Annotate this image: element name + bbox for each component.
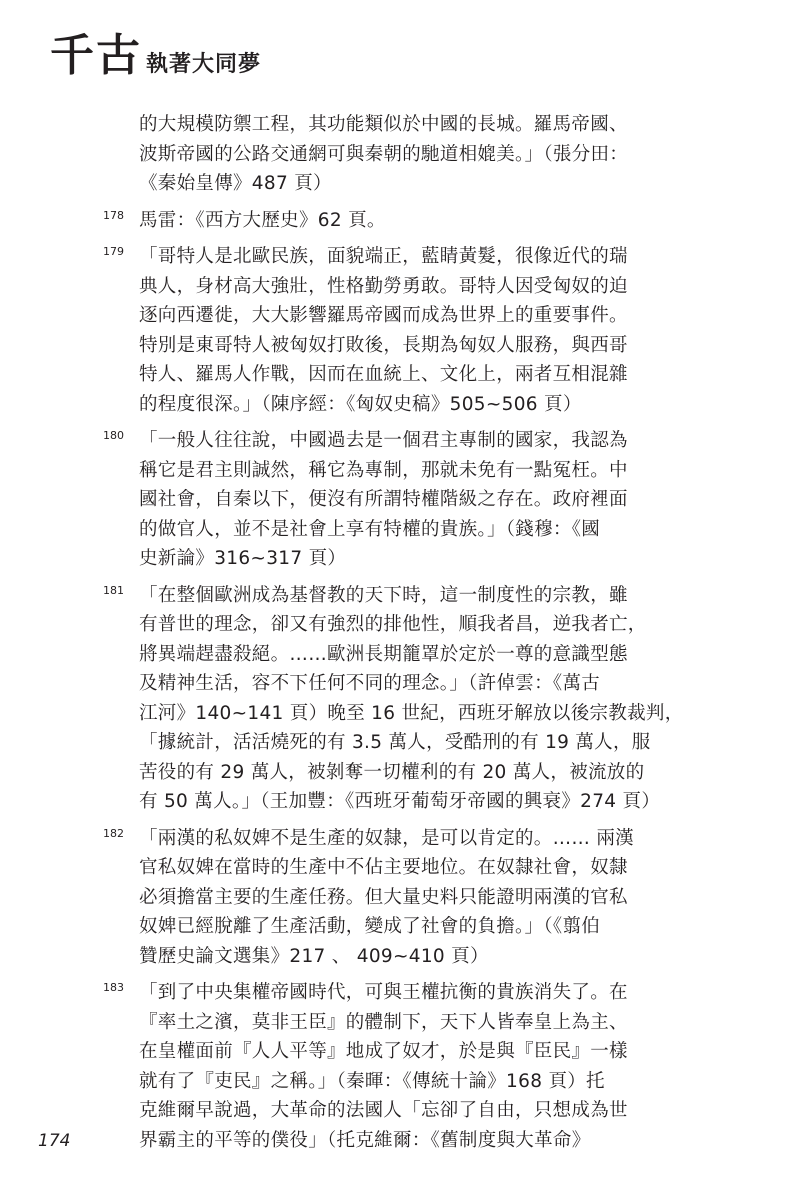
footnote-number: 181 — [103, 583, 124, 597]
text-line: 「據統計，活活燒死的有 3.5 萬人，受酷刑的有 19 萬人，服 — [139, 732, 651, 753]
text-line: 典人，身材高大強壯，性格勤勞勇敢。哥特人因受匈奴的迫 — [139, 275, 628, 297]
text-line: 逐向西遷徙，大大影響羅馬帝國而成為世界上的重要事件。 — [139, 305, 628, 326]
text-line: 波斯帝國的公路交通網可與秦朝的馳道相媲美。」（張分田： — [139, 143, 629, 165]
text-line: 將異端趕盡殺絕。……歐洲長期籠罩於定於一尊的意識型態 — [139, 643, 628, 665]
footnote-text — [139, 824, 679, 972]
footnote-178 — [0, 206, 800, 236]
footnote-number: 179 — [103, 245, 124, 258]
header-title-sub: 執著大同夢 — [146, 51, 262, 77]
text-line: 「一般人往往說，中國過去是一個君主專制的國家，我認為 — [139, 430, 628, 451]
text-line: 江河》140~141 頁）晚至 16 世紀，西班牙解放以後宗教裁判， — [139, 702, 684, 724]
text-line: 稱它是君主則誠然，稱它為專制，那就未免有一點冤枉。中 — [139, 459, 628, 481]
text-line: 的大規模防禦工程，其功能類似於中國的長城。羅馬帝國、 — [139, 114, 628, 135]
footnote-180 — [0, 426, 800, 574]
footnote-text — [139, 978, 679, 1155]
footnote-text — [139, 206, 679, 236]
text-line: 就有了『吏民』之稱。」（秦暉：《傳統十論》168 頁）托 — [139, 1070, 605, 1092]
text-line: 界霸主的平等的僕役」（托克維爾：《舊制度與大革命》 — [139, 1129, 591, 1151]
footnote-number: 178 — [103, 208, 124, 222]
text-line: 特人、羅馬人作戰，因而在血統上、文化上，兩者互相混雜 — [139, 364, 628, 385]
footnote-number: 182 — [103, 826, 124, 840]
text-line: 奴婢已經脫離了生產活動，變成了社會的負擔。」（《翦伯 — [139, 916, 601, 937]
text-line: 的程度很深。」（陳序經：《匈奴史稿》505~506 頁） — [139, 393, 582, 415]
footnote-183 — [0, 978, 800, 1155]
text-line: 史新論》316~317 頁） — [139, 548, 347, 569]
text-line: 官私奴婢在當時的生產中不佔主要地位。在奴隸社會，奴隸 — [139, 857, 628, 878]
text-line: 「哥特人是北歐民族，面貌端正，藍睛黃髮，很像近代的瑞 — [139, 246, 628, 267]
text-line: 及精神生活，容不下任何不同的理念。」（許倬雲：《萬古 — [139, 673, 601, 694]
footnote-text — [139, 242, 679, 419]
text-line: 國社會，自秦以下，便沒有所謂特權階級之存在。政府裡面 — [139, 489, 628, 510]
text-line: 克維爾早說過，大革命的法國人「忘卻了自由，只想成為世 — [139, 1100, 628, 1121]
footnote-continuation — [0, 110, 800, 199]
text-line: 「在整個歐洲成為基督教的天下時，這一制度性的宗教，雖 — [139, 584, 628, 606]
footnote-179 — [0, 242, 800, 419]
text-line: 《秦始皇傳》487 頁） — [139, 173, 332, 194]
running-header — [50, 30, 261, 82]
text-line: 『率土之濱，莫非王臣』的體制下，天下人皆奉皇上為主、 — [139, 1011, 628, 1033]
text-line: 有 50 萬人。」（王加豐：《西班牙葡萄牙帝國的興衰》274 頁） — [139, 791, 661, 812]
footnote-181 — [0, 581, 800, 817]
footnote-text — [139, 581, 684, 817]
footnote-text — [139, 426, 679, 574]
footnotes-body — [0, 110, 800, 1162]
text-line: 「兩漢的私奴婢不是生產的奴隸，是可以肯定的。…… 兩漢 — [139, 827, 634, 849]
text-line: 贊歷史論文選集》217 、 409~410 頁） — [139, 945, 489, 967]
text-line: 特別是東哥特人被匈奴打敗後，長期為匈奴人服務，與西哥 — [139, 334, 628, 356]
header-title-main: 千古 — [50, 30, 142, 81]
text-line: 馬雷：《西方大歷史》62 頁。 — [139, 209, 386, 231]
text-line: 的做官人，並不是社會上享有特權的貴族。」（錢穆：《國 — [139, 518, 601, 540]
footnote-number: 180 — [103, 429, 124, 442]
text-line: 有普世的理念，卻又有強烈的排他性，順我者昌，逆我者亡， — [139, 614, 647, 635]
footnote-number: 183 — [103, 981, 124, 994]
footnote-182 — [0, 824, 800, 972]
text-line: 苦役的有 29 萬人，被剝奪一切權利的有 20 萬人，被流放的 — [139, 761, 645, 783]
page-number: 174 — [38, 1131, 71, 1151]
text-line: 「到了中央集權帝國時代，可與王權抗衡的貴族消失了。在 — [139, 982, 628, 1003]
text-line: 在皇權面前『人人平等』地成了奴才，於是與『臣民』一樣 — [139, 1041, 628, 1062]
text-line: 必須擔當主要的生產任務。但大量史料只能證明兩漢的官私 — [139, 886, 628, 908]
footnote-text — [139, 110, 679, 199]
